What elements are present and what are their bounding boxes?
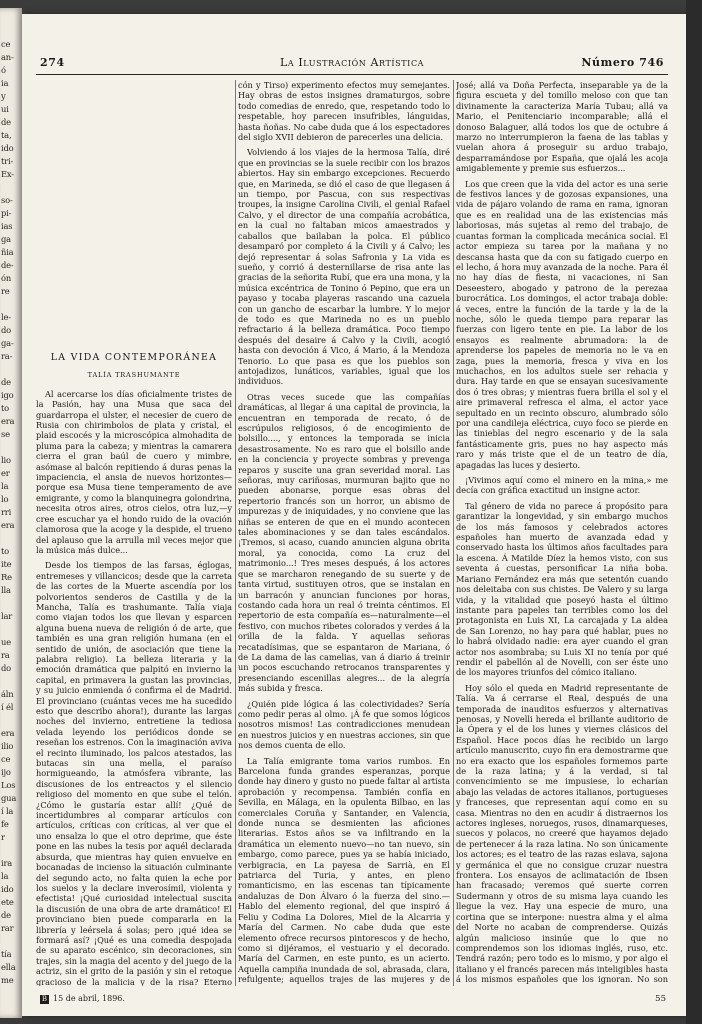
edge-text-fragment: ue	[1, 637, 11, 647]
edge-text-fragment: le-	[1, 312, 11, 322]
paragraph: Desde los tiempos de las farsas, églogas, entremeses y villancicos; desde que la carreta de las cortes de la Muerte ascendía por los polvorientos senderos de Castilla y de la Mancha, Talía es trashumante. Talía viaja como viajan todos los que llevan y esparcen alguna buena nueva de religión ó de arte, que también es una gran religión humana (en el sentido de unión, de asociación que tiene la palabra religio). La belleza literaria y la emoción dramática que palpitó en invierno la capital, en primavera la gustan las provincias, y su juicio enmienda ó confirma el de Madrid. El provinciano (cuántas veces me ha sucedido esto que describo ahora!), durante las largas noches del invierno, entretiene la tediosa velada leyendo los periódicos donde se reseñan los estrenos. Con la imaginación aviva el recinto iluminado, los palcos atestados, las butacas sin una mella, el paraíso hormigueando, la atmósfera vibrante, las discusiones de los entreactos y el silencio religioso del momento en que sube el telón. ¿Cómo le gustaría estar allí! ¿Qué de incertidumbres al comparar artículos con artículos, críticas con críticas, al ver que el uno ensalza lo que el otro deprime, que éste pone en las nubes la tesis por aquél declarada absurda, que mientras hay quien envuelve en bocanadas de incienso la situación culminante del segundo acto, no falta quien la eche por los suelos y la declare inverosímil, violenta y efectista! ¡Qué curiosidad intelectual suscita la discusión de una obra de arte dramático! El provinciano bien puede compararla en la librería y leérsela á solas; pero ¡qué idea se formará así? ¡Qué es una comedia despojada de su aparato escénico, sin decoraciones, sin trajes, sin la magia del acento y del juego de la actriz, sin el grito de la pasión y sin el retoque gracioso de la malicia y de la risa? Eterno	[36, 560, 232, 986]
section-title: LA VIDA CONTEMPORÁNEA	[50, 352, 218, 363]
column-right	[456, 80, 668, 986]
edge-text-fragment: lio	[1, 455, 11, 465]
edge-text-fragment: era	[1, 520, 15, 530]
edge-text-fragment: gua	[1, 793, 17, 803]
column-center	[238, 80, 450, 986]
edge-text-fragment: tía	[1, 949, 12, 959]
edge-text-fragment: to	[1, 403, 10, 413]
edge-text-fragment: era	[1, 728, 15, 738]
edge-text-fragment: ilio	[1, 741, 14, 751]
blank-space	[36, 80, 232, 353]
background-edge	[686, 0, 702, 1024]
edge-text-fragment: se	[1, 429, 10, 439]
column-rule	[453, 80, 454, 986]
edge-text-fragment: ia	[1, 78, 9, 88]
edge-text-fragment: fe	[1, 819, 9, 829]
edge-text-fragment: me	[1, 975, 14, 985]
edge-text-fragment: an-	[1, 52, 14, 62]
edge-text-fragment: ias	[1, 221, 13, 231]
paragraph: Volviendo á los viajes de la hermosa Talía, diré que en provincias se la suele recibir con los brazos abiertos. Hay sin embargo excepciones. Recuerdo que, en Marineda, se dió el caso de que llegasen á un tiempo, por Pascua, con sus respectivas troupes, la insigne Carolina Civili, el genial Rafael Calvo, y el director de una compañía acrobática, en la cual no faltaban micos amaestrados y caballos que bailaban la polca. El público desamparó por completo á la Civili y á Calvo; les dejó representar á solas Safronia y La vida es sueño, y corrió á desternillarse de risa ante las gracias de la señorita Rubí, que era una mona, y la música excéntrica de Tonino ó Pepino, que era un payaso y tocaba playeras rascando una cazuela con un gancho de escarbar la lumbre. Y lo mejor de todo es que Marineda no es un pueblo refractario á la belleza dramática. Poco tiempo después del desaire á Calvo y la Civili, acogió hasta con devoción á Vico, á Mario, á la Mendoza Tenorio. Lo que pasa es que los pueblos son antojadizos, lunáticos, variables, igual que los individuos.	[238, 147, 450, 387]
edge-text-fragment: rar	[1, 923, 14, 933]
edge-text-fragment: de	[1, 910, 11, 920]
paragraph: La Talía emigrante toma varios rumbos. En Barcelona funda grandes esperanzas, porque donde hay dinero y gusto no puede faltar al artista aprobación y recompensa. También confía en Sevilla, en Málaga, en la opulenta Bilbao, en las comerciales Coruña y Santander, en Valencia, donde nunca se desmienten las aficiones literarias. Estos años se va infiltrando en la dramática un elemento nuevo—no tan nuevo, sin embargo, como parece, pues ya se había iniciado, verbigracia, en La payesa de Sarrià, en El patriarca del Turia, y antes, en pleno romanticismo, en las escenas tan típicamente andaluzas de Don Álvaro ó la fuerza del sino.—Hablo del elemento regional, del que inspiró á Feliu y Codina La Dolores, Miel de la Alcarria y María del Carmen. No cabe duda que este elemento ofrece recursos pintorescos y de hecho, como si dijéramos, el vestuario y el decorado. María del Carmen, en este punto, es un acierto. Aquella campiña inundada de sol, abrasada, clara, refulgente; aquellos trajes de las mujeres y de	[238, 755, 450, 985]
edge-text-fragment: r	[1, 832, 5, 842]
edge-text-fragment: ñia	[1, 247, 14, 257]
edge-text-fragment: Los	[1, 780, 16, 790]
edge-text-fragment: igo	[1, 390, 14, 400]
edge-text-fragment: ite	[1, 559, 12, 569]
edge-text-fragment: re	[1, 286, 10, 296]
edge-text-fragment: ete	[1, 897, 14, 907]
newspaper-page	[22, 14, 686, 1016]
paragraph: Al acercarse los días oficialmente tristes de la Pasión, hay una Musa que saca del guardarropa el ulster, el necesier de cuero de Rusia con chirimbolos de plata y cristal, el plaid escocés y la microscópica almohadita de pluma para la cabeza; y mientras la camarera cierra el gran baúl de cuero y mimbre, asómase al balcón repitiendo á duras penas la impaciencia, el ansia de nuevos horizontes—porque esa Musa tiene temperamento de ave emigrante, y como la blanquinegra golondrina, necesita otros aires, otros cielos, otra luz,—y cree escuchar ya el hondo ruido de la ovación clamorosa que la acoge y la despide, el trueno del aplauso que la arrulla mil veces mejor que la música más dulce...	[36, 388, 232, 555]
edge-text-fragment: la	[1, 871, 9, 881]
edge-text-fragment: í él	[1, 702, 14, 712]
edge-text-fragment: ira	[1, 858, 13, 868]
barcode-icon: B	[41, 995, 48, 1003]
page-header	[36, 56, 668, 75]
edge-text-fragment: de-	[1, 260, 14, 270]
edge-text-fragment: ella	[1, 962, 16, 972]
edge-text-fragment: ó	[1, 65, 6, 75]
paragraph: Tal género de vida no parece á propósito para garantizar la longevidad, y sin embargo muchos de los más famosos y celebrados actores españoles han muerto de avanzada edad y conservado hasta los últimos años facultades para la escena. Á Matilde Díez la hemos visto, con sus seventa á cuestas, personificar La niña boba. Mariano Fernández era más que setentón cuando nos deleitaba con sus chistes. De Valero y su larga vida, y la vitalidad que poseyó hasta el último instante para papeles tan terribles como los del protagonista en Luis XI, La carcajada y La aldea de San Lorenzo, no hay para qué hablar, pues no lo habrá olvidado nadie: era ayer cuando el gran actor nos asombraba; su Luis XI no tenía por qué rendir el pabellón al de Novelli, con ser éste uno de los mayores triunfos del cómico italiano.	[456, 500, 668, 678]
edge-text-fragment: rri	[1, 507, 12, 517]
edge-text-fragment: Re	[1, 572, 12, 582]
edge-text-fragment: to	[1, 546, 10, 556]
edge-text-fragment: pi-	[1, 208, 12, 218]
edge-text-fragment: y	[1, 91, 6, 101]
page-footer	[36, 994, 668, 1008]
paragraph: José; allá va Doña Perfecta, inseparable ya de la figura escueta y del tomillo meloso con que tan divinamente la caracteriza María Tubau; allá va Mario, el Penitenciario incomparable; allá el donoso Balaguer, allá todos los que de octubre á marzo no interrumpieron la faena de las tablas y vuelan ahora á proseguir su arduo trabajo, desparramándose por España, que ojalá les acoja amigablemente y premie sus esfuerzos...	[456, 80, 668, 174]
column-rule	[235, 80, 236, 986]
paragraph: ¡Vivimos aquí como el minero en la mina,» me decía con gráfica exactitud un insigne actor.	[456, 475, 668, 496]
edge-text-fragment: lo	[1, 494, 9, 504]
footer-date: 15 de abril, 1896.	[53, 994, 125, 1003]
paragraph: Los que creen que la vida del actor es una serie de festivos lances y de gozosas expansiones, una vida de pájaro volando de rama en rama, ignoran que es en realidad una de las existencias más laboriosas, más sujetas al remo del trabajo, de cuantas forman la complicada mecánica social. El actor empieza su tarea por la mañana y no descansa hasta que da con su fatigado cuerpo en el lecho, á hora muy avanzada de la noche. Para él no hay días de fiesta, ni vacaciones, ni San Deseestero, abogado y patrono de la perezaa burocrática. Los domingos, el actor trabaja doble: á veces, entre la función de la tarde y la de la noche, sólo le queda tiempo para reparar las fuerzas con ligero tente en pie. La labor de los ensayos es realmente abrumadora: la de aprenderse los papeles de memoria no le va en zaga, pues la memoria, fresca y viva en los muchachos, en los adultos suele ser rehacia y dura. Hay tarde en que se ensayan sucesivamente dos ó tres obras; y mientras fuera brilla el sol y el aire primaveral refresca el alma, el actor yace sepultado en un recinto obscuro, alumbrado sólo por una candileja eléctrica, cuyo foco se pierde en las tinieblas del negro escenario y de la sala fantásticamente gris, pues no hay aspecto más raro y más triste que el de un teatro de día, apagadas las luces y desierto.	[456, 178, 668, 470]
paragraph: Otras veces sucede que las compañías dramáticas, al llegar á una capital de provincia, la encuentran en temporada de recato, ó de escrúpulos religiosos, ó de encogimiento de bolsillo...., y entonces la temporada se inicia desastrosamente. No es raro que el bolsillo ande en la conciencia y proyecte sombras y prevenga reparos y suscite una gran severidad moral. Las señoras, muy cariñosas, murmuran bajito que no pueden abonarse, porque esas obras del repertorio francés son un horror, un abismo de impurezas y de iniquidades, y no conviene que las niñas se enteren de que en el mundo acontecen tales abominaciones y se dan tales escándalos. ¡Tremos, si acaso, cuando anuncien alguna obrita moral, ya conocida, como La cruz del matrimonio...! Tres meses después, á los actores que se marcharon renegando de su suerte y de tanta virtud, sustituyen otros, que se instalan en un barracón y anuncian funciones por horas, costando cada hora un real ó treinta céntimos. El repertorio de esta compañía es—naturalmente—el festivo, con muchos ribetes colorados y verdes á la orilla de la falda. Y aquellas señoras recatadísimas, que se espantaron de Mariana, ó de La dama de las camelias, van á diario á treinir un pocos escuchando retrocanos transparentes y presenciando escenillas alegres... de la alegría más subida y fresca.	[238, 391, 450, 694]
edge-text-fragment: ón	[1, 273, 12, 283]
header-issue-number: Número 746	[581, 56, 664, 69]
previous-page-edge	[0, 8, 22, 1018]
edge-text-fragment: ido	[1, 143, 14, 153]
edge-text-fragment: de	[1, 377, 11, 387]
edge-text-fragment: ui	[1, 104, 9, 114]
edge-text-fragment: ra-	[1, 351, 13, 361]
edge-text-fragment: ido	[1, 884, 14, 894]
edge-text-fragment: de	[1, 117, 11, 127]
paragraph: Hoy sólo el queda en Madrid representante de Talía. Va á cerrarse el Real, después de una temporada de inauditos esfuerzos y alternativas penosas, y Novelli hereda el brillante auditorio de la Ópera y el de los lunes y viernes clásicos del Español. Hace pocos días he recibido un largo artículo manuscrito, cuyo fin era demostrarme que no era exacto que los españoles formemos parte de la raza latina; y á la verdad, si tal convencimiento se me impusiese, lo echarían abajo las veladas de actores italianos, portugueses y franceses, que representan aquí como en su casa. Mientras no den en acudir á distraernos los actores ingleses, noruegos, rusos, dinamarqueses, suecos y polacos, no creeré que hayamos dejado de pertenecer á la raza latina. No son únicamente los actores; es el teatro de las razas eslava, sajona y germánica el que no consigue cruzar nuestra frontera. Los ensayos de aclimatación de Ibsen han fracasado; veremos qué suerte corren Sudermann y otros de su misma laya cuando les llegue la vez. Hay una especie de muro, una cortina que se interpone: nuestra alma y el alma del Norte no acaban de comprenderse. Quizás algún malicioso insinúe que lo que no comprendemos son los idiomas inglés, ruso, etc. Tendrá razón; pero todo es lo mismo, y por algo el italiano y el francés parecen más inteligibles hasta á los mismos españoles que los ignoran. No son	[456, 682, 668, 985]
edge-text-fragment: ra	[1, 650, 10, 660]
edge-text-fragment: ta,	[1, 130, 12, 140]
section-subtitle: TALÍA TRASHUMANTE	[87, 371, 181, 380]
edge-text-fragment: ga	[1, 234, 11, 244]
edge-text-fragment: ga-	[1, 338, 14, 348]
edge-text-fragment: era	[1, 416, 15, 426]
edge-text-fragment: la	[1, 481, 9, 491]
edge-text-fragment: so-	[1, 195, 13, 205]
edge-text-fragment: ce	[1, 754, 11, 764]
edge-text-fragment: lar	[1, 611, 13, 621]
edge-text-fragment: lla	[1, 585, 11, 595]
edge-text-fragment: tri-	[1, 156, 14, 166]
edge-text-fragment: do	[1, 663, 12, 673]
edge-text-fragment: ce	[1, 39, 11, 49]
edge-text-fragment: er	[1, 468, 10, 478]
edge-text-fragment: ijo	[1, 767, 11, 777]
edge-text-fragment: Ex-	[1, 169, 14, 179]
column-left	[36, 80, 232, 986]
paragraph: cón y Tirso) experimento efectos muy semejantes. Hay obras de estos insignes dramaturgos, sobre todo comedias de enredo, que, respetando todo lo respetable, hoy parecen insufribles, lánguidas, hasta ñoñas. No cabe duda que á los espectadores del siglo XVII debieron de parecerles una delicia.	[238, 80, 450, 143]
edge-text-fragment: do	[1, 325, 12, 335]
footer-page-number: 55	[655, 994, 666, 1004]
paragraph: ¿Quién pide lógica á las colectividades? Sería como pedir peras al olmo. ¡Á fe que somos lógicos nosotros mismos! Las contradicciones menudean en nuestros juicios y en nuestras acciones, sin que nos demos cuenta de ello.	[238, 698, 450, 751]
edge-text-fragment: áln	[1, 689, 14, 699]
edge-text-fragment: í la	[1, 806, 14, 816]
header-page-number: 274	[40, 56, 65, 69]
header-publication-title: La Ilustración Artística	[279, 56, 425, 69]
